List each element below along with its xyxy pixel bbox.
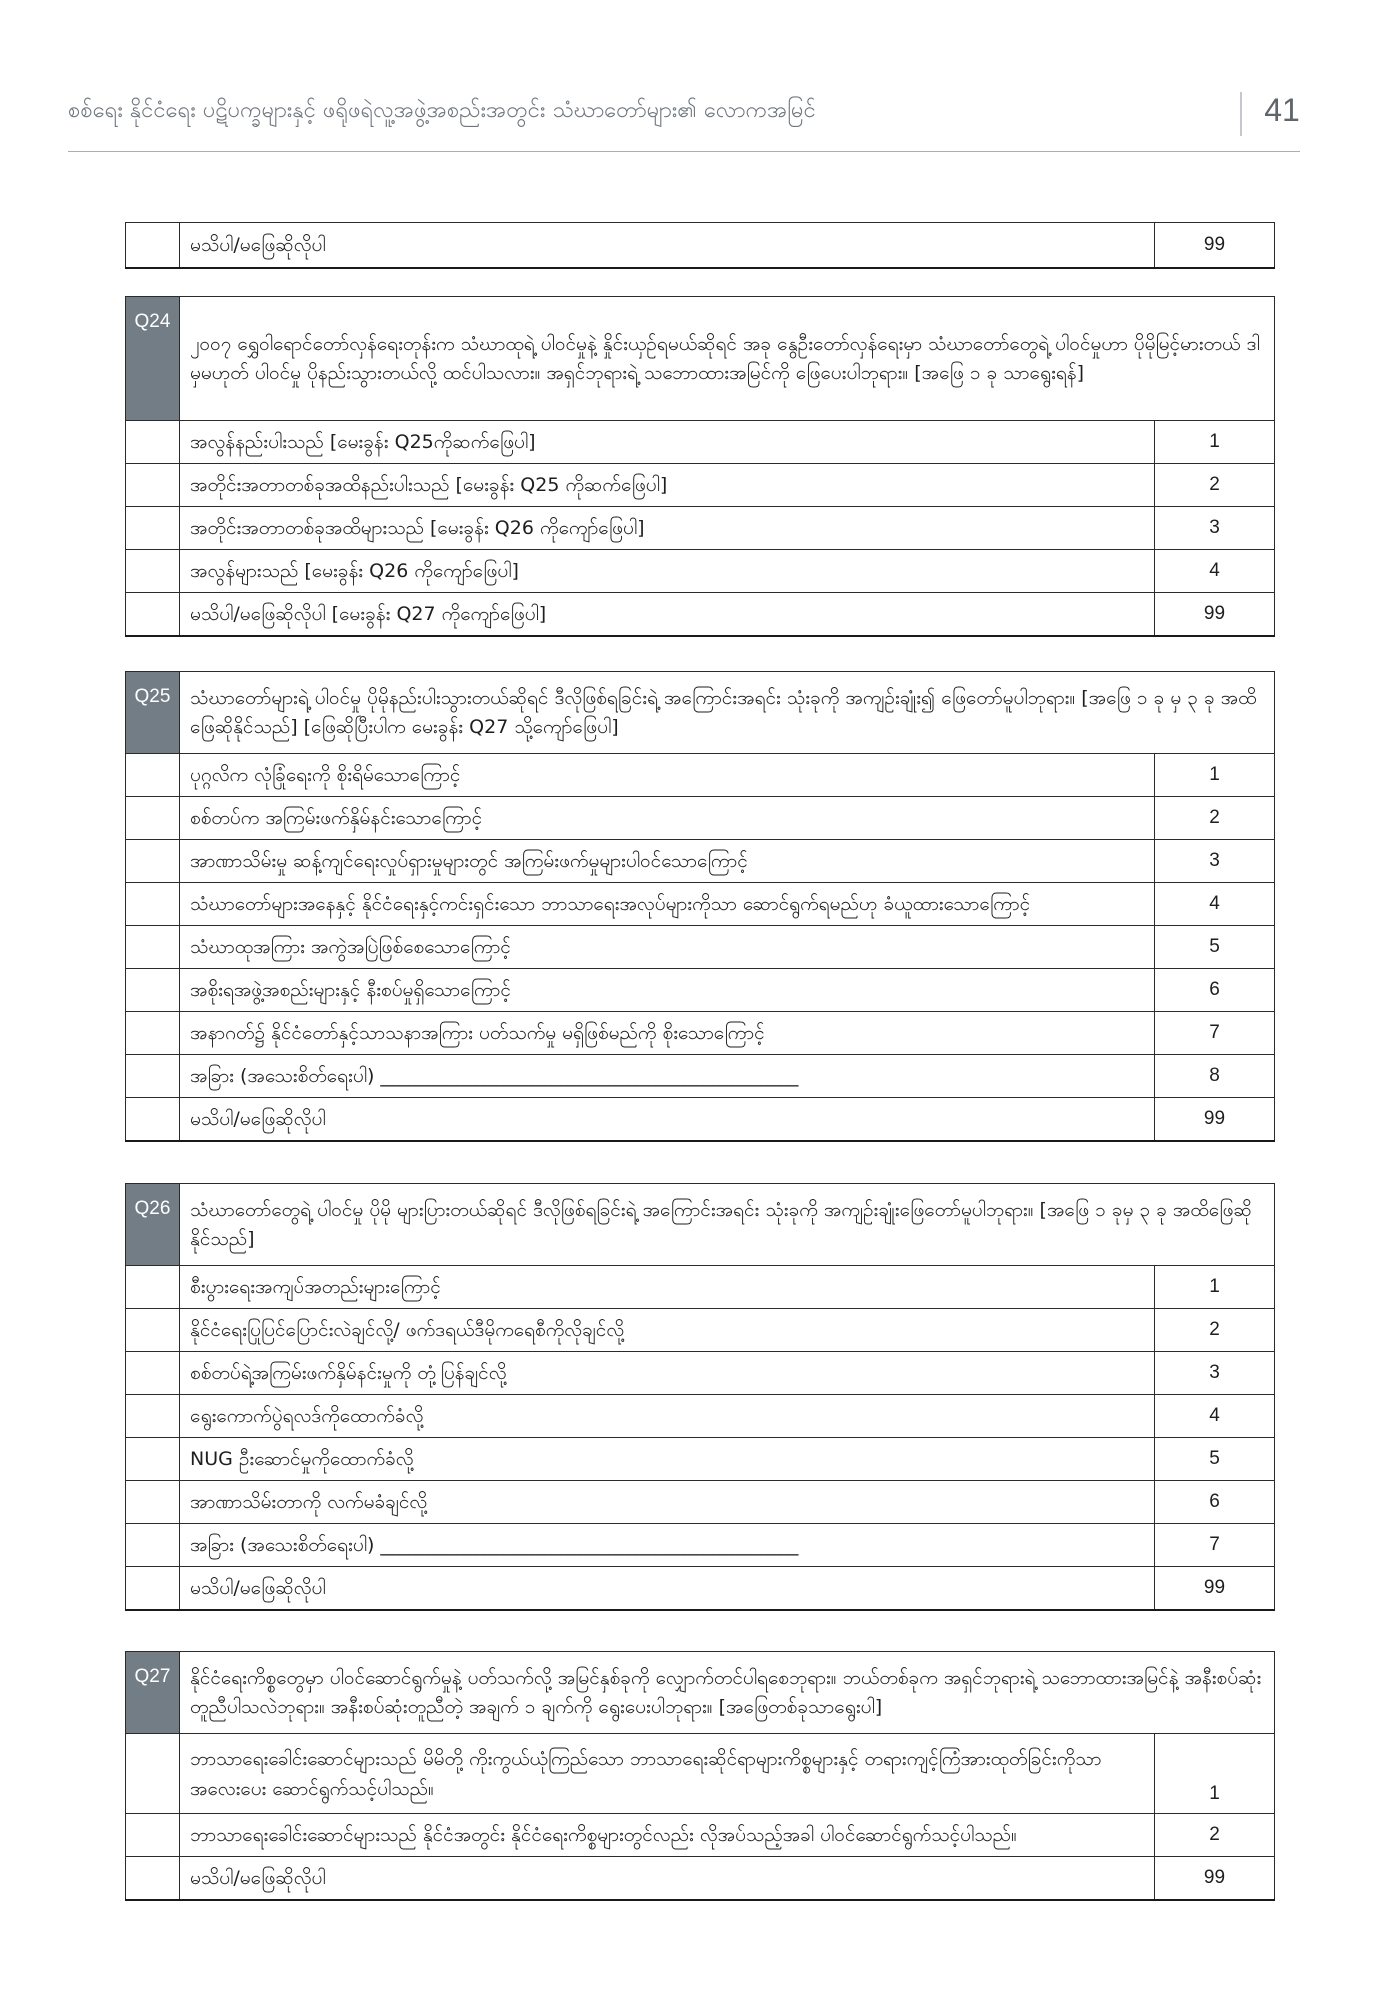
table-row <box>126 840 1275 883</box>
option-code: 99 <box>1155 223 1275 268</box>
option-code: 3 <box>1154 507 1274 550</box>
option-label: အာဏာသိမ်းတာကို လက်မခံချင်လို့ <box>180 1481 1155 1524</box>
option-label: မသိပါ/မဖြေဆိုလိုပါ <box>180 1567 1155 1610</box>
option-label: နိုင်ငံရေးပြုပြင်ပြောင်းလဲချင်လို့/ ဖက်ဒရယ်ဒီမိုကရေစီကိုလိုချင်လို့ <box>180 1309 1155 1352</box>
option-label: အလွန်များသည် [မေးခွန်း Q26 ကိုကျော်ဖြေပါ] <box>180 550 1155 593</box>
option-label: ဘာသာရေးခေါင်းဆောင်များသည် မိမိတို့ ကိုးကွယ်ယုံကြည်သော ဘာသာရေးဆိုင်ရာများကိစ္စများနှင့် တရားကျင့်ကြံအားထုတ်ခြင်းကိုသာ အလေးပေး ဆောင်ရွက်သင့်ပါသည်။ <box>180 1734 1155 1814</box>
option-label: အစိုးရအဖွဲ့အစည်းများနှင့် နီးစပ်မှုရှိသောကြောင့် <box>180 969 1155 1012</box>
option-label: စစ်တပ်ရဲ့အကြမ်းဖက်နှိမ်နင်းမှုကို တုံ့ပြန်ချင်လို့ <box>180 1352 1155 1395</box>
blank-cell <box>126 1734 180 1814</box>
option-code: 2 <box>1154 1309 1274 1352</box>
option-code: 4 <box>1155 883 1275 926</box>
option-label: အလွန်နည်းပါးသည် [မေးခွန်း Q25ကိုဆက်ဖြေပါ] <box>180 421 1155 464</box>
question-id: Q26 <box>126 1184 180 1266</box>
page-number: 41 <box>1264 92 1300 128</box>
option-label: ဘာသာရေးခေါင်းဆောင်များသည် နိုင်ငံအတွင်း နိုင်ငံရေးကိစ္စများတွင်လည်း လိုအပ်သည့်အခါ ပါဝင်ဆောင်ရွက်သင့်ပါသည်။ <box>180 1814 1155 1857</box>
table-row <box>126 1857 1275 1900</box>
table-row <box>126 1395 1275 1438</box>
blank-cell <box>126 1012 180 1055</box>
blank-cell <box>126 1395 180 1438</box>
table-row <box>126 1567 1275 1610</box>
continuation-table <box>125 222 1275 269</box>
blank-cell <box>126 1567 180 1610</box>
option-label: ရွေးကောက်ပွဲရလဒ်ကိုထောက်ခံလို့ <box>180 1395 1155 1438</box>
table-row <box>126 1098 1275 1141</box>
option-code: 3 <box>1154 1352 1274 1395</box>
table-row <box>126 593 1275 636</box>
table-row <box>126 969 1275 1012</box>
blank-cell <box>126 464 180 507</box>
option-code: 3 <box>1155 840 1275 883</box>
blank-cell <box>126 926 180 969</box>
table-row <box>126 507 1275 550</box>
option-code: 1 <box>1154 1266 1274 1309</box>
question-table-q26 <box>125 1183 1275 1611</box>
question-id: Q27 <box>126 1652 180 1734</box>
header-rule <box>68 151 1300 152</box>
table-row <box>126 1814 1275 1857</box>
blank-cell <box>126 1857 180 1900</box>
table-row <box>126 1524 1275 1567</box>
blank-cell <box>126 1266 180 1309</box>
option-code: 99 <box>1155 1098 1275 1141</box>
question-text: သံဃာတော်တွေရဲ့ ပါဝင်မှု ပိုမို များပြားတယ်ဆိုရင် ဒီလိုဖြစ်ရခြင်းရဲ့ အကြောင်းအရင်း သုံးခုကို အကျဉ်းချုံးဖြေတော်မူပါဘုရား။ [အဖြေ ၁ ခုမှ ၃ ခု အထိဖြေဆိုနိုင်သည်] <box>180 1184 1275 1266</box>
table-row <box>126 1352 1275 1395</box>
question-text: နိုင်ငံရေးကိစ္စတွေမှာ ပါဝင်ဆောင်ရွက်မှုနဲ့ ပတ်သက်လို့ အမြင်နှစ်ခုကို လျှောက်တင်ပါရစေဘုရား။ ဘယ်တစ်ခုက အရှင်ဘုရားရဲ့ သဘောထားအမြင်နဲ့ အနီးစပ်ဆုံး တူညီပါသလဲဘုရား။ အနီးစပ်ဆုံးတူညီတဲ့ အချက် ၁ ချက်ကို ရွေးပေးပါဘုရား။ [အဖြေတစ်ခုသာရွေးပါ] <box>180 1652 1275 1734</box>
option-label: အနာဂတ်၌ နိုင်ငံတော်နှင့်သာသနာအကြား ပတ်သက်မှု မရှိဖြစ်မည်ကို စိုးသောကြောင့် <box>180 1012 1155 1055</box>
option-label: စီးပွားရေးအကျပ်အတည်းများကြောင့် <box>180 1266 1155 1309</box>
option-label: အတိုင်းအတာတစ်ခုအထိနည်းပါးသည် [မေးခွန်း Q25 ကိုဆက်ဖြေပါ] <box>180 464 1155 507</box>
option-label: ပုဂ္ဂလိက လုံခြုံရေးကို စိုးရိမ်သောကြောင့် <box>180 754 1155 797</box>
table-row <box>126 883 1275 926</box>
blank-cell <box>126 421 180 464</box>
question-row <box>126 1184 1275 1266</box>
question-row <box>126 1652 1275 1734</box>
option-label: မသိပါ/မဖြေဆိုလိုပါ <box>180 1098 1155 1141</box>
table-row <box>126 1734 1275 1814</box>
option-code: 2 <box>1155 1814 1275 1857</box>
blank-cell <box>126 507 180 550</box>
table-row <box>126 1309 1275 1352</box>
table-row <box>126 797 1275 840</box>
option-label: စစ်တပ်က အကြမ်းဖက်နှိမ်နင်းသောကြောင့် <box>180 797 1155 840</box>
option-code: 1 <box>1155 1734 1275 1814</box>
blank-cell <box>126 969 180 1012</box>
option-code: 8 <box>1155 1055 1275 1098</box>
option-label: မသိပါ/မဖြေဆိုလိုပါ <box>180 223 1155 268</box>
question-row <box>126 672 1275 754</box>
question-table-q25 <box>125 671 1275 1142</box>
option-code: 7 <box>1154 1524 1274 1567</box>
table-row <box>126 1266 1275 1309</box>
option-label: NUG ဦးဆောင်မှုကိုထောက်ခံလို့ <box>180 1438 1155 1481</box>
option-code: 99 <box>1154 593 1274 636</box>
option-code: 1 <box>1155 754 1275 797</box>
option-label: မသိပါ/မဖြေဆိုလိုပါ <box>180 1857 1155 1900</box>
option-label: မသိပါ/မဖြေဆိုလိုပါ [မေးခွန်း Q27 ကိုကျော်ဖြေပါ] <box>180 593 1155 636</box>
running-header-title: စစ်ရေး နိုင်ငံရေး ပဋိပက္ခများနှင့် ဖရိုဖရဲလူ့အဖွဲ့အစည်းအတွင်း သံဃာတော်များ၏ လောကအမြင် <box>68 98 816 123</box>
table-row <box>126 1012 1275 1055</box>
blank-cell <box>126 1814 180 1857</box>
option-code: 1 <box>1154 421 1274 464</box>
blank-cell <box>126 840 180 883</box>
blank-cell <box>126 1481 180 1524</box>
table-row <box>126 464 1275 507</box>
blank-cell <box>126 1098 180 1141</box>
blank-cell <box>126 223 180 268</box>
blank-cell <box>126 1055 180 1098</box>
blank-cell <box>126 1352 180 1395</box>
question-table-q27 <box>125 1651 1275 1901</box>
table-row <box>126 550 1275 593</box>
table-row <box>126 1481 1275 1524</box>
question-table-q24 <box>125 296 1275 637</box>
option-code: 5 <box>1154 1438 1274 1481</box>
header-divider <box>1240 92 1242 136</box>
blank-cell <box>126 550 180 593</box>
question-row <box>126 297 1275 421</box>
table-row <box>126 754 1275 797</box>
table-row <box>126 421 1275 464</box>
option-code: 5 <box>1155 926 1275 969</box>
question-text: ၂၀၀၇ ရွှေဝါရောင်တော်လှန်ရေးတုန်းက သံဃာထုရဲ့ ပါဝင်မှုနဲ့ နှိုင်းယှဉ်ရမယ်ဆိုရင် အခု နွေဦးတော်လှန်ရေးမှာ သံဃာတော်တွေရဲ့ ပါဝင်မှုဟာ ပိုမိုမြင့်မားတယ် ဒါမှမဟုတ် ပါဝင်မှု ပိုနည်းသွားတယ်လို့ ထင်ပါသလား။ အရှင်ဘုရားရဲ့ သဘောထားအမြင်ကို ဖြေပေးပါဘုရား။ [အဖြေ ၁ ခု သာရွေးရန်] <box>180 297 1275 421</box>
table-row <box>126 1055 1275 1098</box>
question-id: Q24 <box>126 297 180 421</box>
option-label: အတိုင်းအတာတစ်ခုအထိများသည် [မေးခွန်း Q26 ကိုကျော်ဖြေပါ] <box>180 507 1155 550</box>
option-code: 2 <box>1155 797 1275 840</box>
option-code: 7 <box>1155 1012 1275 1055</box>
option-code: 6 <box>1154 1481 1274 1524</box>
table-row <box>126 223 1275 268</box>
option-label: အခြား (အသေးစိတ်ရေးပါ) ____________________________________________ <box>180 1524 1155 1567</box>
option-code: 2 <box>1154 464 1274 507</box>
question-id: Q25 <box>126 672 180 754</box>
blank-cell <box>126 1524 180 1567</box>
option-code: 4 <box>1154 1395 1274 1438</box>
blank-cell <box>126 797 180 840</box>
option-label: သံဃာတော်များအနေနှင့် နိုင်ငံရေးနှင့်ကင်းရှင်းသော ဘာသာရေးအလုပ်များကိုသာ ဆောင်ရွက်ရမည်ဟု ခံယူထားသောကြောင့် <box>180 883 1155 926</box>
option-code: 6 <box>1155 969 1275 1012</box>
option-code: 99 <box>1154 1567 1274 1610</box>
blank-cell <box>126 1438 180 1481</box>
blank-cell <box>126 754 180 797</box>
option-label: သံဃာထုအကြား အကွဲအပြဲဖြစ်စေသောကြောင့် <box>180 926 1155 969</box>
option-code: 4 <box>1154 550 1274 593</box>
table-row <box>126 926 1275 969</box>
table-row <box>126 1438 1275 1481</box>
option-label: အာဏာသိမ်းမှု ဆန့်ကျင်ရေးလှုပ်ရှားမှုများတွင် အကြမ်းဖက်မှုများပါဝင်သောကြောင့် <box>180 840 1155 883</box>
blank-cell <box>126 593 180 636</box>
question-text: သံဃာတော်များရဲ့ ပါဝင်မှု ပိုမိုနည်းပါးသွားတယ်ဆိုရင် ဒီလိုဖြစ်ရခြင်းရဲ့ အကြောင်းအရင်း သုံးခုကို အကျဉ်းချုံး၍ ဖြေတော်မူပါဘုရား။ [အဖြေ ၁ ခု မှ ၃ ခု အထိဖြေဆိုနိုင်သည်] [ဖြေဆိုပြီးပါက မေးခွန်း Q27 သို့ကျော်ဖြေပါ] <box>180 672 1275 754</box>
blank-cell <box>126 883 180 926</box>
option-label: အခြား (အသေးစိတ်ရေးပါ) ____________________________________________ <box>180 1055 1155 1098</box>
blank-cell <box>126 1309 180 1352</box>
option-code: 99 <box>1155 1857 1275 1900</box>
